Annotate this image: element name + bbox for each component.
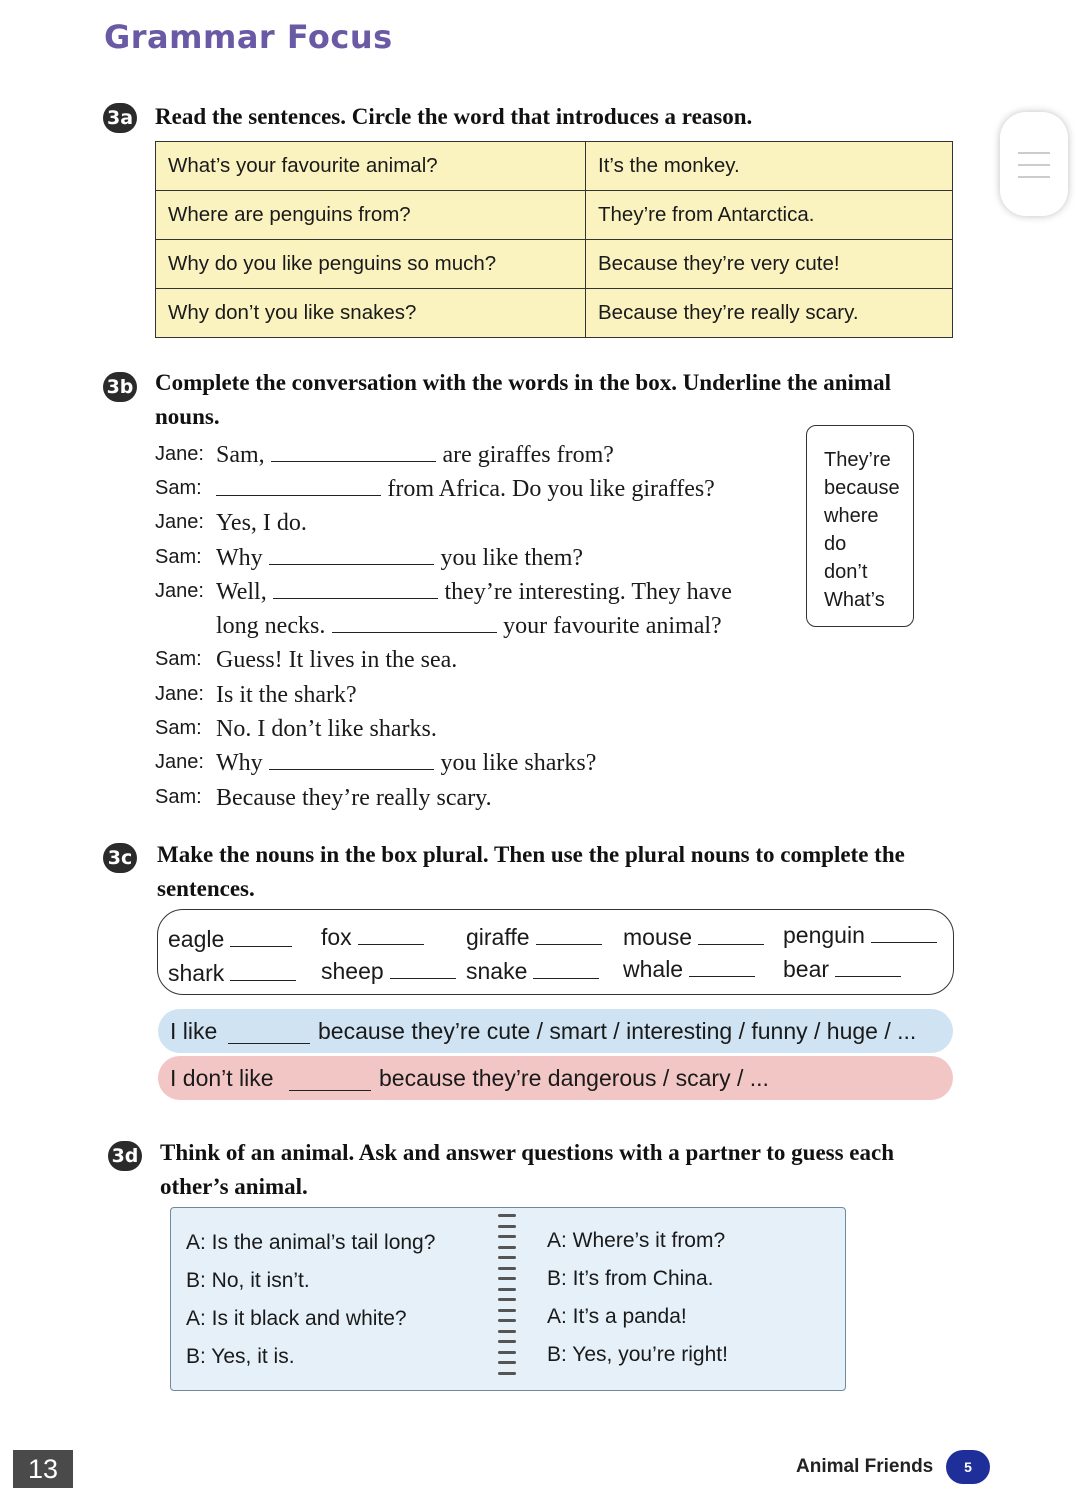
dialogue-line: A: Is it black and white?: [186, 1307, 407, 1330]
answer-blank[interactable]: [269, 745, 434, 770]
plural-blank[interactable]: [871, 922, 937, 943]
instruction-3b-line2: nouns.: [155, 404, 220, 429]
noun-word: whale: [623, 956, 684, 982]
speaker: Jane:: [155, 511, 204, 533]
answer-blank[interactable]: [269, 540, 434, 565]
like-label: I like: [170, 1018, 218, 1044]
speaker: Sam:: [155, 648, 202, 670]
dialogue-line: B: Yes, you’re right!: [547, 1343, 728, 1366]
plural-blank[interactable]: [536, 924, 602, 945]
line-text: Yes, I do.: [216, 510, 307, 536]
question-cell: What’s your favourite animal?: [156, 142, 586, 191]
plural-blank[interactable]: [533, 958, 599, 979]
section-badge-3d: 3d: [108, 1141, 142, 1171]
dialogue-line: A: Where’s it from?: [547, 1229, 726, 1252]
noun-item: [623, 956, 755, 983]
line-text: are giraffes from?: [442, 442, 614, 468]
spiral-binding-icon: [498, 1214, 516, 1384]
dialogue-line: A: It’s a panda!: [547, 1305, 687, 1328]
like-reason: because they’re cute / smart / interesting / funny / huge / ...: [318, 1018, 917, 1044]
noun-word: sheep: [321, 958, 384, 984]
plural-blank[interactable]: [689, 956, 755, 977]
like-sentence-band: [158, 1009, 953, 1053]
like-blank[interactable]: [228, 1019, 310, 1044]
noun-box: [157, 909, 954, 995]
noun-item: [623, 924, 764, 951]
question-cell: Where are penguins from?: [156, 191, 586, 240]
line-text: long necks.: [216, 613, 326, 639]
line-text: Is it the shark?: [216, 682, 357, 708]
speaker: Jane:: [155, 683, 204, 705]
dislike-blank[interactable]: [289, 1066, 371, 1091]
word-box-item: They’re: [824, 449, 891, 471]
noun-item: [783, 922, 937, 949]
noun-item: [168, 960, 296, 987]
answer-blank[interactable]: [273, 574, 438, 599]
plural-blank[interactable]: [390, 958, 456, 979]
menu-icon: [1018, 152, 1050, 154]
question-cell: Why do you like penguins so much?: [156, 240, 586, 289]
noun-word: bear: [783, 956, 830, 982]
line-text: from Africa. Do you like giraffes?: [387, 476, 715, 502]
line-text: Guess! It lives in the sea.: [216, 647, 458, 673]
speaker: Jane:: [155, 443, 204, 465]
noun-word: snake: [466, 958, 528, 984]
menu-button[interactable]: [1000, 112, 1068, 216]
line-text: Why: [216, 750, 263, 776]
line-text: you like them?: [440, 545, 584, 571]
line-text: Because they’re really scary.: [216, 785, 492, 811]
table-row: [156, 191, 953, 240]
table-row: [156, 289, 953, 338]
page-title: Grammar Focus: [104, 18, 393, 56]
answer-blank[interactable]: [332, 608, 497, 633]
instruction-3d-line1: Think of an animal. Ask and answer questions with a partner to guess each: [160, 1140, 895, 1165]
line-text: your favourite animal?: [503, 613, 722, 639]
noun-item: [321, 924, 424, 951]
page-number-badge: 13: [13, 1450, 73, 1488]
word-box-item: don’t: [824, 561, 868, 583]
line-text: Sam,: [216, 442, 265, 468]
plural-blank[interactable]: [230, 960, 296, 981]
plural-blank[interactable]: [230, 926, 292, 947]
dialogue-line: B: No, it isn’t.: [186, 1269, 310, 1292]
answer-cell: Because they’re really scary.: [586, 289, 953, 338]
noun-item: [168, 926, 292, 953]
line-text: Well,: [216, 579, 267, 605]
noun-item: [466, 924, 602, 951]
instruction-3a: Read the sentences. Circle the word that introduces a reason.: [155, 104, 753, 129]
speaker: Sam:: [155, 477, 202, 499]
dialogue-line: B: Yes, it is.: [186, 1345, 295, 1368]
speaker: Sam:: [155, 786, 202, 808]
speaker: Jane:: [155, 580, 204, 602]
line-text: No. I don’t like sharks.: [216, 716, 437, 742]
answer-blank[interactable]: [216, 471, 381, 496]
word-box-item: do: [824, 533, 847, 555]
dialogue-line: B: It’s from China.: [547, 1267, 714, 1290]
menu-icon-line: [1018, 176, 1050, 178]
word-box-item: where: [824, 505, 879, 527]
word-box: [806, 425, 914, 627]
instruction-3d-line2: other’s animal.: [160, 1174, 308, 1199]
noun-word: penguin: [783, 922, 865, 948]
dislike-label: I don’t like: [170, 1065, 274, 1091]
noun-word: mouse: [623, 924, 693, 950]
dialogue-line: A: Is the animal’s tail long?: [186, 1231, 436, 1254]
word-box-item: because: [824, 477, 900, 499]
answer-cell: Because they’re very cute!: [586, 240, 953, 289]
noun-item: [783, 956, 901, 983]
noun-item: [466, 958, 599, 985]
answer-blank[interactable]: [271, 437, 436, 462]
speaker: Jane:: [155, 751, 204, 773]
answer-cell: They’re from Antarctica.: [586, 191, 953, 240]
line-text: you like sharks?: [440, 750, 597, 776]
unit-title: Animal Friends: [796, 1456, 934, 1477]
line-text: Why: [216, 545, 263, 571]
speaker: Sam:: [155, 546, 202, 568]
line-text: they’re interesting. They have: [444, 579, 732, 605]
noun-word: fox: [321, 924, 352, 950]
table-row: [156, 142, 953, 191]
dislike-sentence-band: [158, 1056, 953, 1100]
section-badge-3a: 3a: [103, 103, 137, 133]
plural-blank[interactable]: [358, 924, 424, 945]
noun-word: eagle: [168, 926, 225, 952]
speaker: Sam:: [155, 717, 202, 739]
noun-word: giraffe: [466, 924, 530, 950]
section-badge-3c: 3c: [103, 843, 137, 873]
instruction-3b-line1: Complete the conversation with the words in the box. Underline the animal: [155, 370, 891, 395]
word-box-item: What’s: [824, 589, 885, 611]
dislike-reason: because they’re dangerous / scary / ...: [379, 1065, 769, 1091]
menu-icon-line: [1018, 164, 1050, 166]
instruction-3c-line1: Make the nouns in the box plural. Then use the plural nouns to complete the: [157, 842, 905, 867]
unit-number-badge: 5: [946, 1450, 990, 1484]
plural-blank[interactable]: [698, 924, 764, 945]
question-answer-table: [155, 141, 953, 338]
table-row: [156, 240, 953, 289]
answer-cell: It’s the monkey.: [586, 142, 953, 191]
noun-word: shark: [168, 960, 225, 986]
section-badge-3b: 3b: [103, 372, 137, 402]
noun-item: [321, 958, 456, 985]
instruction-3c-line2: sentences.: [157, 876, 255, 901]
question-cell: Why don’t you like snakes?: [156, 289, 586, 338]
plural-blank[interactable]: [835, 956, 901, 977]
